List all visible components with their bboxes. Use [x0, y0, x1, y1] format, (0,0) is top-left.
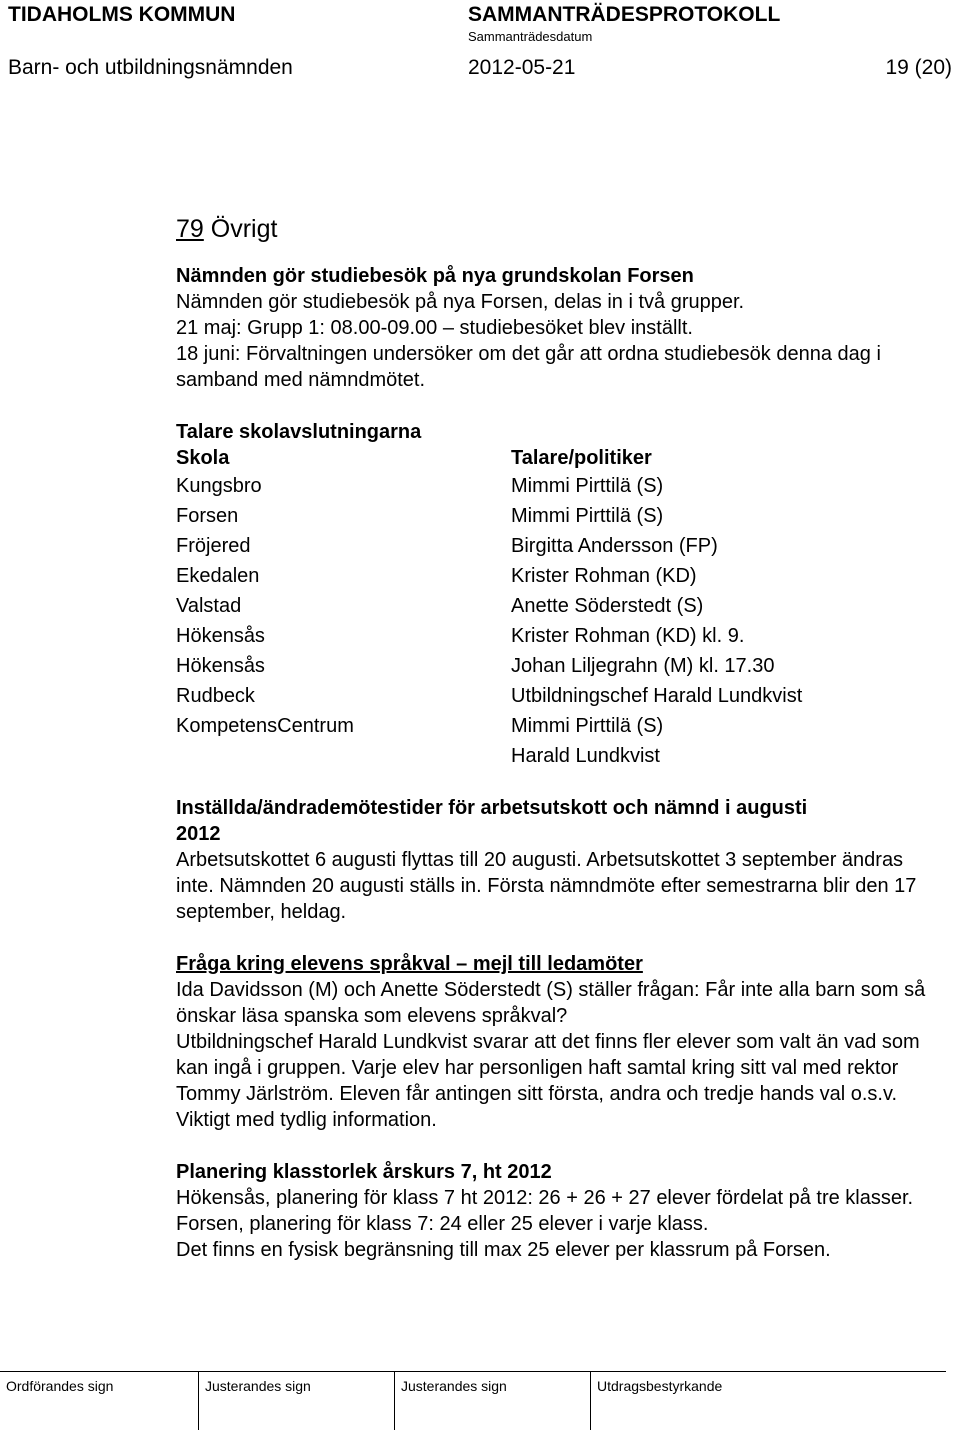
speaker-cell: Johan Liljegrahn (M) kl. 17.30	[511, 655, 775, 677]
section-title	[176, 212, 946, 246]
signature-label: Ordförandes sign	[6, 1378, 114, 1394]
table-row	[176, 683, 802, 713]
header-doc-type: SAMMANTRÄDESPROTOKOLL	[468, 3, 781, 26]
school-cell: KompetensCentrum	[176, 715, 354, 737]
talare-table	[176, 445, 802, 773]
section-number: 79	[176, 215, 204, 243]
sprakval-answer: Utbildningschef Harald Lundkvist svarar att det finns fler elever som valt än vad som kan ingå i gruppen. Varje elev har personligen haft samtal kring sitt val med rektor Tommy Järlström. Eleven får antingen sitt första, andra och tredje hands val o.s.v. Viktigt med tydlig information.	[176, 1031, 920, 1131]
speaker-cell: Harald Lundkvist	[511, 745, 660, 767]
col-speaker: Talare/politiker	[511, 447, 652, 469]
speaker-cell: Krister Rohman (KD) kl. 9.	[511, 625, 745, 647]
speaker-cell: Mimmi Pirttilä (S)	[511, 715, 664, 737]
school-cell: Kungsbro	[176, 475, 262, 497]
signature-box-adjuster-1	[198, 1371, 395, 1430]
talare-heading: Talare skolavslutningarna	[176, 421, 422, 443]
planering-text-1: Hökensås, planering för klass 7 ht 2012: 26 + 26 + 27 elever fördelat på tre klasser. Forsen, planering för klass 7: 24 eller 25 elever i varje klass.	[176, 1187, 914, 1235]
table-row	[176, 623, 802, 653]
studiebesok-line-1: Nämnden gör studiebesök på nya Forsen, delas in i två grupper.	[176, 291, 745, 313]
table-row	[176, 743, 802, 773]
table-row	[176, 653, 802, 683]
mote-text: Arbetsutskottet 6 augusti flyttas till 20 augusti. Arbetsutskottet 3 september ändras inte. Nämnden 20 augusti ställs in. Första nämndmöte efter semestrarna blir den 17 september, heldag.	[176, 849, 917, 923]
sprakval-heading: Fråga kring elevens språkval – mejl till ledamöter	[176, 953, 643, 975]
speaker-cell: Mimmi Pirttilä (S)	[511, 475, 664, 497]
signature-box-chair	[0, 1371, 198, 1430]
header-page-number: 19 (20)	[885, 56, 952, 79]
planering-text-2: Det finns en fysisk begränsning till max 25 elever per klassrum på Forsen.	[176, 1239, 831, 1261]
header-date: 2012-05-21	[468, 56, 576, 79]
school-cell: Hökensås	[176, 655, 265, 677]
header-municipality: TIDAHOLMS KOMMUN	[8, 3, 236, 26]
studiebesok-line-3: 18 juni: Förvaltningen undersöker om det går att ordna studiebesök denna dag i samband med nämndmötet.	[176, 343, 881, 391]
school-cell	[176, 743, 511, 773]
school-cell: Ekedalen	[176, 565, 260, 587]
mote-heading: Inställda/ändrademötestider för arbetsutskott och nämnd i augusti 2012	[176, 797, 808, 845]
signature-box-certification	[590, 1371, 946, 1430]
signature-footer	[0, 1371, 960, 1431]
speaker-cell: Birgitta Andersson (FP)	[511, 535, 718, 557]
signature-label: Justerandes sign	[401, 1378, 507, 1394]
col-school: Skola	[176, 447, 230, 469]
school-cell: Forsen	[176, 505, 239, 527]
speaker-cell: Utbildningschef Harald Lundkvist	[511, 685, 803, 707]
table-row	[176, 593, 802, 623]
school-cell: Hökensås	[176, 625, 265, 647]
studiebesok-line-2: 21 maj: Grupp 1: 08.00-09.00 – studiebesöket blev inställt.	[176, 317, 693, 339]
signature-box-adjuster-2	[394, 1371, 591, 1430]
speaker-cell: Anette Söderstedt (S)	[511, 595, 704, 617]
talare-table-header	[176, 445, 802, 473]
planering-heading: Planering klasstorlek årskurs 7, ht 2012	[176, 1161, 552, 1183]
table-row	[176, 473, 802, 503]
speaker-cell: Krister Rohman (KD)	[511, 565, 697, 587]
sprakval-question: Ida Davidsson (M) och Anette Söderstedt (S) ställer frågan: Får inte alla barn som så önskar läsa spanska som elevens språkval?	[176, 979, 926, 1027]
table-row	[176, 563, 802, 593]
school-cell: Valstad	[176, 595, 242, 617]
header-date-label: Sammanträdesdatum	[468, 29, 593, 44]
school-cell: Rudbeck	[176, 685, 255, 707]
speaker-cell: Mimmi Pirttilä (S)	[511, 505, 664, 527]
section-title-text: Övrigt	[210, 215, 278, 243]
studiebesok-heading: Nämnden gör studiebesök på nya grundskolan Forsen	[176, 265, 694, 287]
table-row	[176, 533, 802, 563]
school-cell: Fröjered	[176, 535, 251, 557]
signature-label: Utdragsbestyrkande	[597, 1378, 723, 1394]
header-board: Barn- och utbildningsnämnden	[8, 56, 293, 79]
table-row	[176, 503, 802, 533]
signature-label: Justerandes sign	[205, 1378, 311, 1394]
protocol-body	[176, 212, 946, 1263]
table-row	[176, 713, 802, 743]
